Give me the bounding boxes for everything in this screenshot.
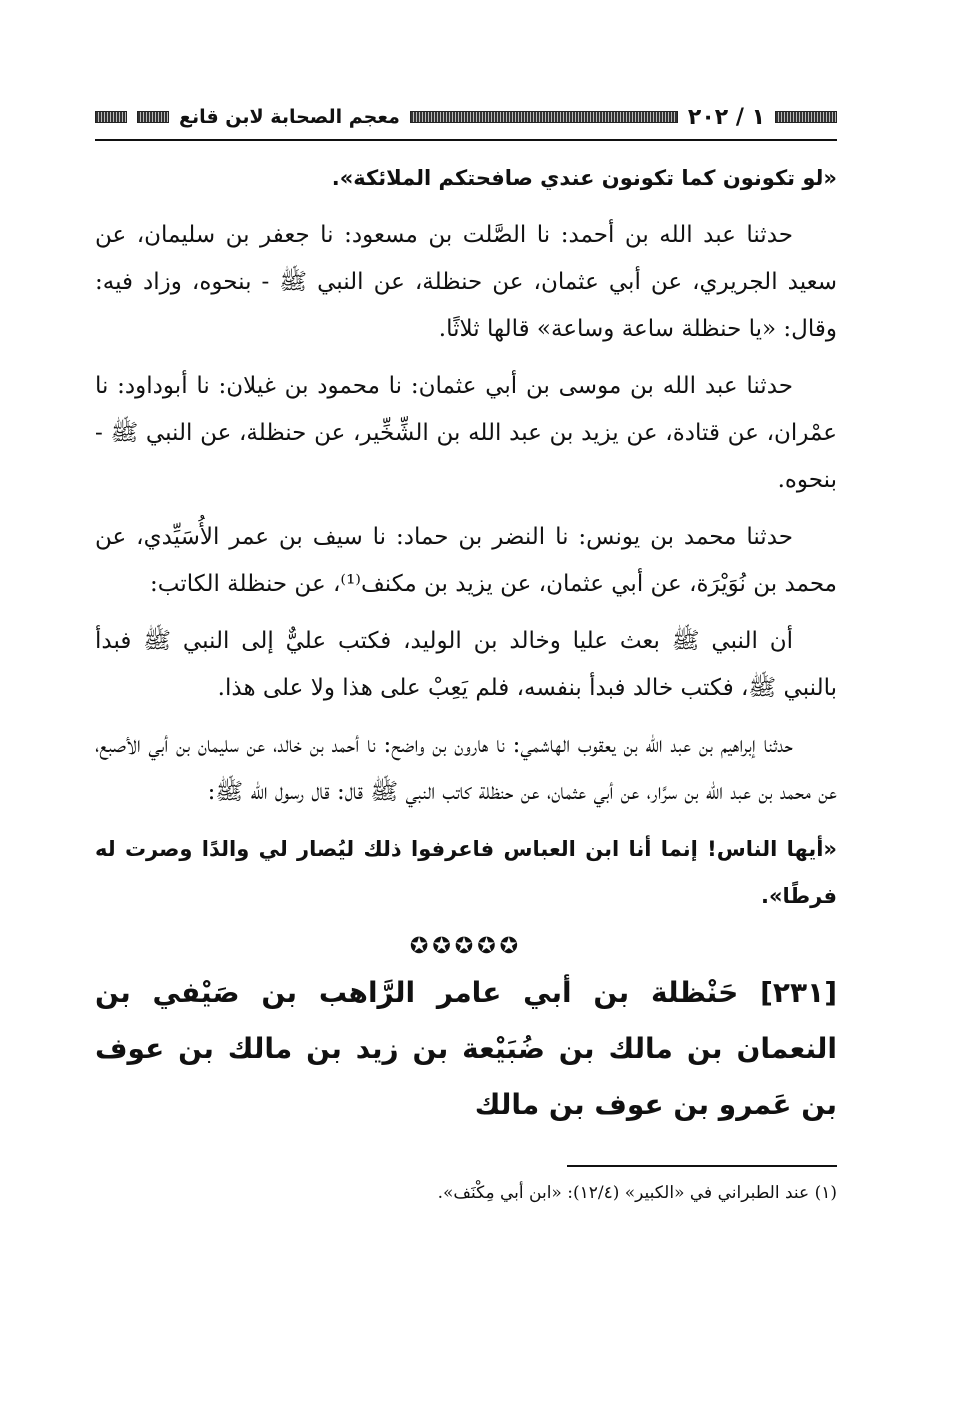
book-page xyxy=(95,95,837,1207)
footnote: (١) عند الطبراني في «الكبير» (١٢/٤): «ابن أبي مِكْنَف». xyxy=(437,1183,837,1203)
header-ornament-left-end xyxy=(95,111,127,123)
section-separator: ✪✪✪✪✪ xyxy=(409,934,523,959)
narration-paragraph: أن النبي ﷺ بعث عليا وخالد بن الوليد، فكتب عليٌّ إلى النبي ﷺ فبدأ بالنبي ﷺ، فكتب خالد فبدأ بنفسه، فلم يَعِبْ على هذا ولا على هذا. xyxy=(95,628,837,701)
header-ornament-middle xyxy=(410,111,678,123)
narration-paragraph: حدثنا محمد بن يونس: نا النضر بن حماد: نا سيف بن عمر الأُسَيِّدي، عن محمد بن نُوَيْرَة، عن أبي عثمان، عن يزيد بن مكنف⁽¹⁾، عن حنظلة الكاتب: xyxy=(95,524,837,597)
hadith-quote: «أيها الناس! إنما أنا ابن العباس فاعرفوا ذلك ليُصار لي والدًا وصرت له فرطًا». xyxy=(95,837,837,908)
narration-paragraph: حدثنا عبد الله بن أحمد: نا الصَّلت بن مسعود: نا جعفر بن سليمان، عن سعيد الجريري، عن أبي عثمان، عن حنظلة، عن النبي ﷺ - بنحوه، وزاد فيه: وقال: «يا حنظلة ساعة وساعة» قالها ثلاثًا. xyxy=(95,222,837,342)
entry-heading: [٢٣١] حَنْظلة بن أبي عامر الرَّاهب بن صَيْفي بن النعمان بن مالك بن ضُبَيْعة بن زيد بن مالك بن عوف بن عَمرو بن عوف بن مالك xyxy=(95,976,837,1121)
main-text xyxy=(95,155,837,920)
header-ornament-right xyxy=(775,111,837,123)
book-title: معجم الصحابة لابن قانع xyxy=(179,106,400,128)
page-number: ١ / ٢٠٢ xyxy=(687,104,765,130)
header-ornament-left xyxy=(137,111,169,123)
running-header xyxy=(95,95,837,141)
narration-paragraph: حدثنا عبد الله بن موسى بن أبي عثمان: نا محمود بن غيلان: نا أبوداود: نا عمْران، عن قتادة، عن يزيد بن عبد الله بن الشِّخِّير، عن حنظلة، عن النبي ﷺ - بنحوه. xyxy=(95,373,837,493)
hadith-quote: «لو تكونون كما تكونون عندي صافحتكم الملائكة». xyxy=(331,166,837,190)
narration-paragraph: حدثنا إبراهيم بن عبد الله بن يعقوب الهاشمي: نا هارون بن واضح: نا أحمد بن خالد، عن سليمان بن أبي الأصبع، عن محمد بن عبد الله بن سرَّار، عن أبي عثمان، عن حنظلة كاتب النبي ﷺ قال: قال رسول الله ﷺ: xyxy=(95,732,837,805)
footnote-divider xyxy=(567,1165,837,1167)
